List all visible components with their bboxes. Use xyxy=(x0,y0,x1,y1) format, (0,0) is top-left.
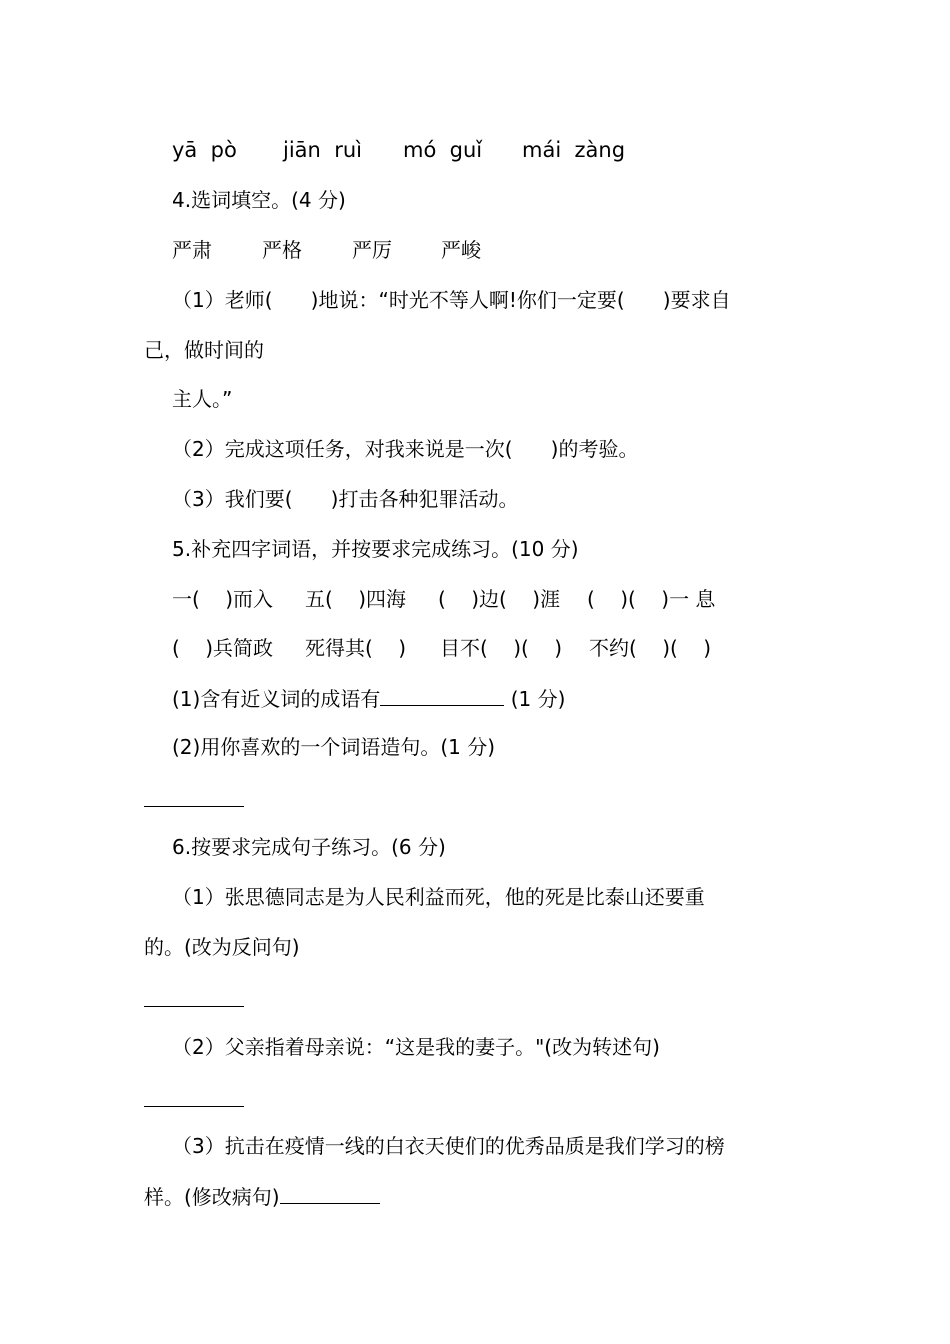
q5-sub1-points: (1 分) xyxy=(510,687,566,711)
q6-item2-answer-blank[interactable] xyxy=(144,1106,244,1107)
q5-idiom-6: 死得其( ) xyxy=(305,636,407,660)
q4-option-2: 严格 xyxy=(262,238,302,262)
q5-sub2: (2)用你喜欢的一个词语造句。(1 分) xyxy=(172,735,496,759)
q6-item1-line1: （1）张思德同志是为人民利益而死，他的死是比泰山还要重 xyxy=(172,885,705,909)
q4-item2: （2）完成这项任务，对我来说是一次( )的考验。 xyxy=(172,437,639,461)
q5-idiom-4: ( )( )一 息 xyxy=(587,587,716,611)
q5-idiom-1: 一( )而入 xyxy=(172,587,274,611)
q6-item2: （2）父亲指着母亲说：“这是我的妻子。"(改为转述句) xyxy=(172,1035,660,1059)
q5-idiom-3: ( )边( )涯 xyxy=(438,587,561,611)
q6-heading: 6.按要求完成句子练习。(6 分) xyxy=(172,835,446,859)
pinyin-word-4: mái zàng xyxy=(522,138,626,162)
q6-item3-answer-blank[interactable] xyxy=(280,1183,380,1204)
q4-option-4: 严峻 xyxy=(441,238,481,262)
q4-option-1: 严肃 xyxy=(172,238,212,262)
q6-item1-line2: 的。(改为反问句) xyxy=(144,935,300,959)
q5-sub1-text: (1)含有近义词的成语有 xyxy=(172,687,381,711)
q6-item3-line2-text: 样。(修改病句) xyxy=(144,1185,280,1209)
q5-idiom-2: 五( )四海 xyxy=(305,587,407,611)
pinyin-word-2: jiān ruì xyxy=(283,138,362,162)
q4-item1-line1: （1）老师( )地说：“时光不等人啊!你们一定要( )要求自 xyxy=(172,288,731,312)
q4-item1-line2: 己，做时间的 xyxy=(144,338,264,362)
q4-item1-line3: 主人。” xyxy=(172,387,233,411)
q4-option-3: 严厉 xyxy=(352,238,392,262)
pinyin-word-1: yā pò xyxy=(172,138,237,162)
pinyin-word-3: mó guǐ xyxy=(403,138,483,162)
q5-idiom-8: 不约( )( ) xyxy=(589,636,712,660)
q6-item3-line1: （3）抗击在疫情一线的白衣天使们的优秀品质是我们学习的榜 xyxy=(172,1134,725,1158)
q6-item3-line2 xyxy=(144,1183,380,1210)
q5-sub1-answer-blank[interactable] xyxy=(380,685,504,706)
q4-heading: 4.选词填空。(4 分) xyxy=(172,188,346,212)
q5-idiom-5: ( )兵简政 xyxy=(172,636,274,660)
q5-idiom-7: 目不( )( ) xyxy=(440,636,563,660)
q5-sub2-answer-blank[interactable] xyxy=(144,806,244,807)
q6-item1-answer-blank[interactable] xyxy=(144,1006,244,1007)
q4-item3: （3）我们要( )打击各种犯罪活动。 xyxy=(172,487,519,511)
q5-sub1 xyxy=(172,685,565,712)
q5-heading: 5.补充四字词语，并按要求完成练习。(10 分) xyxy=(172,537,579,561)
